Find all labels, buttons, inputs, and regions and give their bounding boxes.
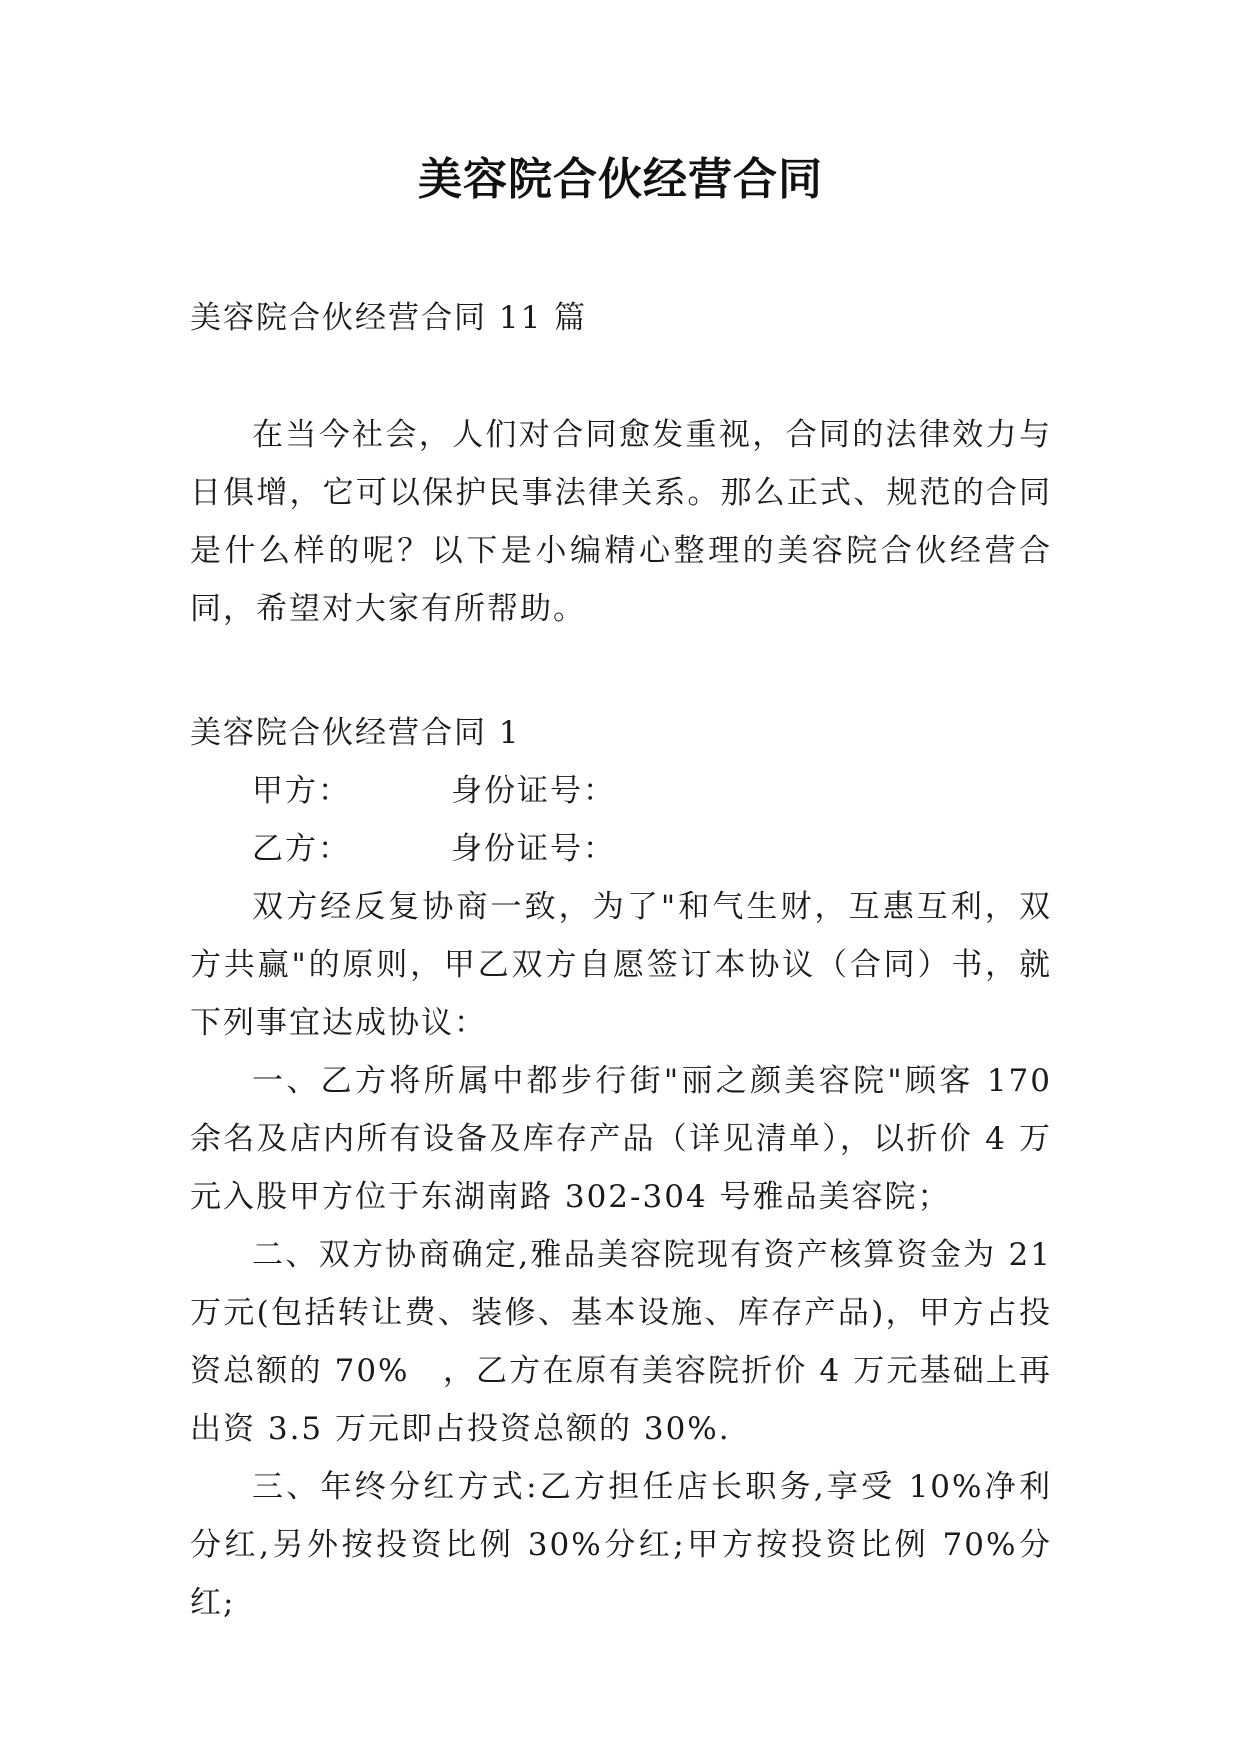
party-a-line bbox=[190, 762, 1052, 820]
subtitle-text: 美容院合伙经营合同 11 篇 bbox=[190, 300, 588, 336]
intro-section bbox=[190, 406, 1052, 638]
contract-body bbox=[190, 762, 1052, 1632]
contract-clause-2: 二、双方协商确定,雅品美容院现有资产核算资金为 21 万元(包括转让费、装修、基本设施、库存产品)，甲方占投资总额的 70% ，乙方在原有美容院折价 4 万元基础上再出资 3.5 万元即占投资总额的 30%. bbox=[190, 1237, 1052, 1447]
party-b-line bbox=[190, 820, 1052, 878]
intro-paragraph: 在当今社会，人们对合同愈发重视，合同的法律效力与日俱增，它可以保护民事法律关系。那么正式、规范的合同是什么样的呢？以下是小编精心整理的美容院合伙经营合同，希望对大家有所帮助。 bbox=[190, 417, 1052, 627]
contract-clause-1: 一、乙方将所属中都步行街"丽之颜美容院"顾客 170 余名及店内所有设备及库存产品（详见清单），以折价 4 万元入股甲方位于东湖南路 302-304 号雅品美容院； bbox=[190, 1063, 1052, 1215]
party-a-id-label: 身份证号： bbox=[451, 773, 616, 809]
document-title: 美容院合伙经营合同 bbox=[418, 154, 823, 205]
party-b-label: 乙方： bbox=[252, 831, 351, 867]
document-subtitle bbox=[190, 289, 1052, 347]
party-a-label: 甲方： bbox=[252, 773, 351, 809]
contract-paragraph-preamble: 双方经反复协商一致，为了"和气生财，互惠互利，双方共赢"的原则，甲乙双方自愿签订本协议（合同）书，就下列事宜达成协议： bbox=[190, 889, 1052, 1041]
party-b-id-label: 身份证号： bbox=[451, 831, 616, 867]
section-heading bbox=[190, 704, 1052, 762]
section-heading-text: 美容院合伙经营合同 1 bbox=[190, 715, 521, 751]
contract-clause-3: 三、年终分红方式:乙方担任店长职务,享受 10%净利分红,另外按投资比例 30%分红;甲方按投资比例 70%分红; bbox=[190, 1469, 1052, 1621]
